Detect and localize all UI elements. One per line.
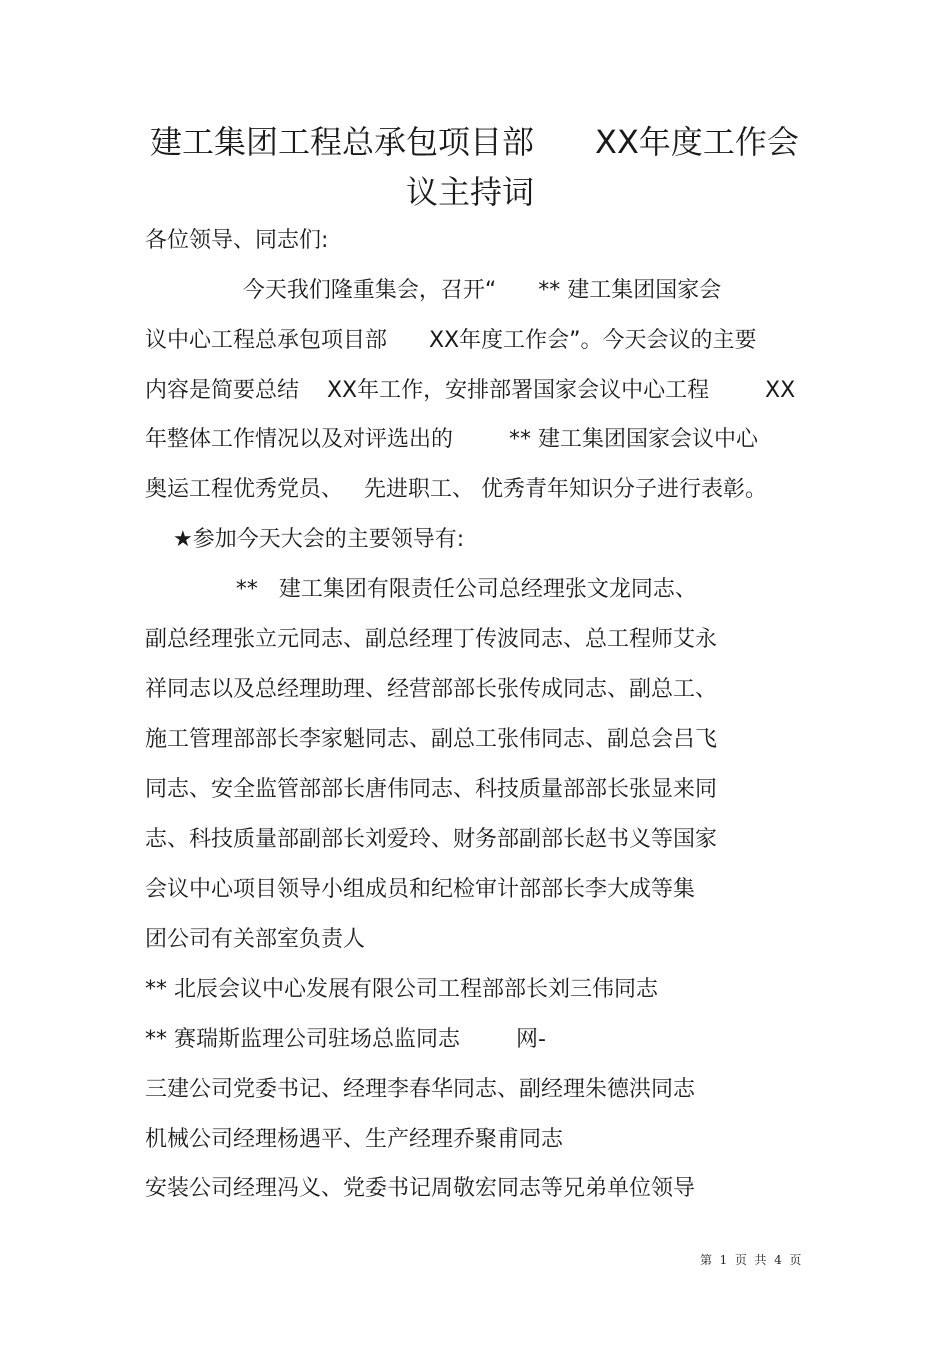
- body-line: 今天我们隆重集会，召开“ ** 建工集团国家会: [145, 278, 722, 303]
- body-line: 会议中心项目领导小组成员和纪检审计部部长李大成等集: [145, 877, 696, 902]
- body-line: 年整体工作情况以及对评选出的 ** 建工集团国家会议中心: [145, 427, 758, 452]
- body-line: 志、科技质量部副部长刘爱玲、财务部副部长赵书义等国家: [145, 827, 718, 852]
- body-line: 同志、安全监管部部长唐伟同志、科技质量部部长张显来同: [145, 777, 718, 802]
- body-line: ** 建工集团有限责任公司总经理张文龙同志、: [145, 577, 697, 602]
- body-line: ** 赛瑞斯监理公司驻场总监同志 网-: [145, 1027, 546, 1052]
- body-line: 内容是简要总结 XX年工作，安排部署国家会议中心工程 XX: [145, 378, 796, 403]
- body-line: 议中心工程总承包项目部 XX年度工作会”。今天会议的主要: [145, 328, 757, 353]
- body-line: ★参加今天大会的主要领导有:: [145, 527, 465, 552]
- body-line: 安装公司经理冯义、党委书记周敬宏同志等兄弟单位领导: [145, 1176, 696, 1201]
- page-number-footer: 第 1 页 共 4 页: [700, 1253, 802, 1267]
- body-line: 副总经理张立元同志、副总经理丁传波同志、总工程师艾永: [145, 627, 718, 652]
- body-line: 奥运工程优秀党员、 先进职工、 优秀青年知识分子进行表彰。: [145, 477, 767, 502]
- body-line: 机械公司经理杨遇平、生产经理乔聚甫同志: [145, 1127, 564, 1152]
- salutation-line: 各位领导、同志们:: [145, 228, 329, 253]
- body-line: ** 北辰会议中心发展有限公司工程部部长刘三伟同志: [145, 977, 658, 1002]
- body-line: 祥同志以及总经理助理、经营部部长张传成同志、副总工、: [145, 677, 718, 702]
- body-line: 团公司有关部室负责人: [145, 927, 366, 952]
- body-line: 施工管理部部长李家魁同志、副总工张伟同志、副总会吕飞: [145, 727, 718, 752]
- document-title-line-2: 议主持词: [406, 173, 535, 211]
- body-line: 三建公司党委书记、经理李春华同志、副经理朱德洪同志: [145, 1077, 696, 1102]
- document-title-line-1: 建工集团工程总承包项目部 XX年度工作会: [150, 123, 799, 161]
